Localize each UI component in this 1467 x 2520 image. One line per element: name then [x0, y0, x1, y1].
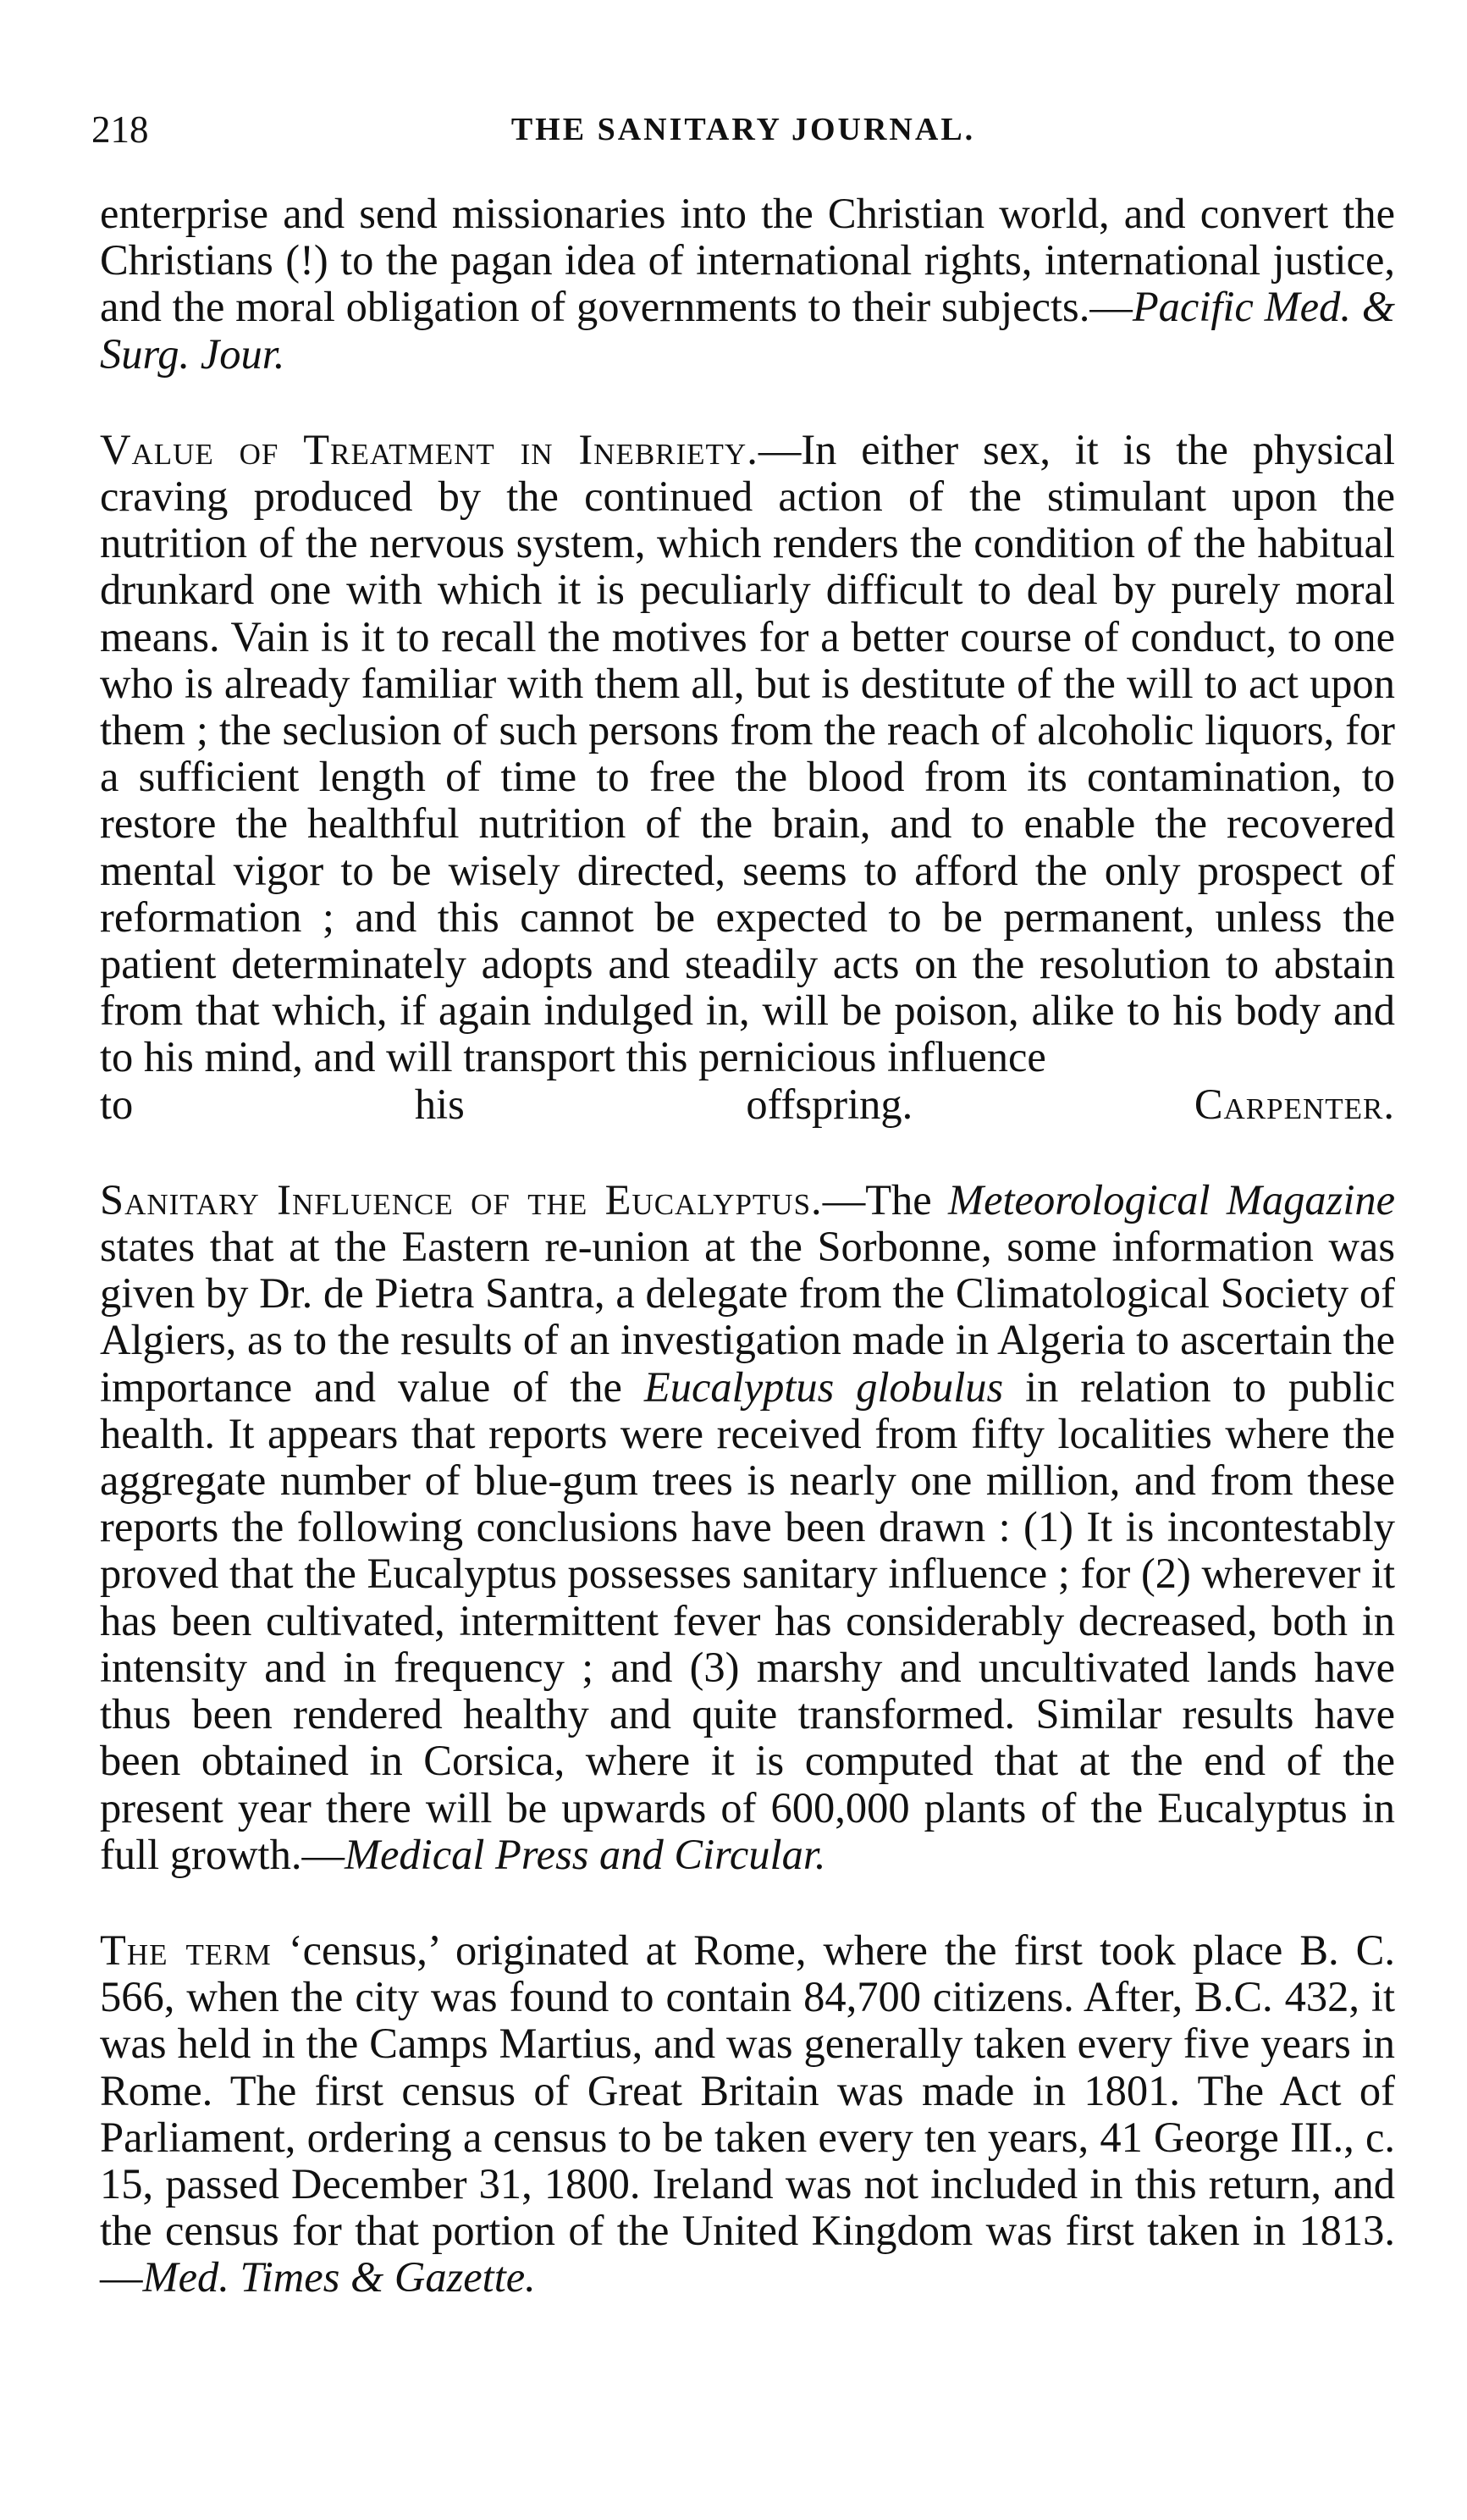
running-head — [91, 100, 1395, 159]
article-inebriety-closing-line — [100, 1081, 1395, 1128]
article-inebriety — [100, 427, 1395, 1081]
article-census-source: Med. Times & Gazette. — [142, 2253, 536, 2302]
article-eucalyptus — [100, 1177, 1395, 1878]
article-inebriety-title: Value of Treatment in Inebriety. — [100, 425, 758, 473]
article-eucalyptus-dash: —The — [822, 1175, 949, 1224]
article-census-body: ‘census,’ originated at Rome, where the first took place B. C. 566, when the city was found to contain 84,700 citizens. After, B.C. 432, it was held in the Camps Martius, and was generally taken every five years in Rome. The first census of Great Britain was made in 1801. The Act of Parliament, ordering a census to be taken every ten years, 41 George III., c. 15, passed December 31, 1800. Ireland was not included in this return, and the census for that portion of the United Kingdom was first taken in 1813.— — [100, 1926, 1395, 2302]
article-continuation — [100, 191, 1395, 378]
article-census-lead: The term — [100, 1926, 272, 1974]
article-continuation-source: Pacific Med. & Surg. Jour. — [100, 283, 1395, 378]
article-inebriety-last-line: to his offspring. — [100, 1080, 913, 1128]
journal-title: THE SANITARY JOURNAL. — [510, 112, 976, 147]
article-eucalyptus-body-b: in relation to public health. It appears that reports were received from fifty localities where the aggregate number of blue-gum trees is nearly one million, and from these reports the following conclusions have been drawn : (1) It is incontestably proved that the Eucalyptus possesses sanitary influence ; for (2) wherever it has been cultivated, intermittent fever has considerably decreased, both in intensity and in frequency ; and (3) marshy and uncultivated lands have thus been rendered healthy and quite transformed. Similar results have been obtained in Corsica, where it is computed that at the end of the present year there will be upwards of 600,000 plants of the Eucalyptus in full growth.— — [100, 1362, 1395, 1878]
page-number: 218 — [91, 108, 149, 151]
article-inebriety-body: —In either sex, it is the physical craving produced by the continued action of the stimulant upon the nutrition of the nervous system, which renders the condition of the habitual drunkard one with which it is peculiarly difficult to deal by purely moral means. Vain is it to recall the motives for a better course of conduct, to one who is already familiar with them all, but is destitute of the will to act upon them ; the seclusion of such persons from the reach of alcoholic liquors, for a sufficient length of time to free the blood from its contamination, to restore the healthful nutrition of the brain, and to enable the recovered mental vigor to be wisely directed, seems to afford the only prospect of reformation ; and this cannot be expected to be permanent, unless the patient determinately adopts and steadily acts on the resolution to abstain from that which, if again indulged in, will be poison, alike to his body and to his mind, and will transport this pernicious influence — [100, 425, 1395, 1081]
article-inebriety-signature: Carpenter. — [1194, 1080, 1395, 1128]
article-eucalyptus-species: Eucalyptus globulus — [643, 1362, 1004, 1411]
article-eucalyptus-title: Sanitary Influence of the Eucalyptus. — [100, 1175, 823, 1224]
article-eucalyptus-source: Medical Press and Circular. — [344, 1830, 826, 1878]
article-eucalyptus-magazine: Meteorological Magazine — [948, 1175, 1396, 1224]
article-census — [100, 1927, 1395, 2302]
article-continuation-body: enterprise and send missionaries into the Christian world, and convert the Christians (!) to the pagan idea of international rights, international justice, and the moral obligation of governments to their subjects.— — [100, 190, 1395, 331]
article-eucalyptus-body-a: states that at the Eastern re-union at the Sorbonne, some information was given by Dr. de Pietra Santra, a delegate from the Climatological Society of Algiers, as to the results of an investigation made in Algeria to ascertain the importance and value of the — [100, 1223, 1395, 1411]
page-body — [100, 191, 1395, 2302]
